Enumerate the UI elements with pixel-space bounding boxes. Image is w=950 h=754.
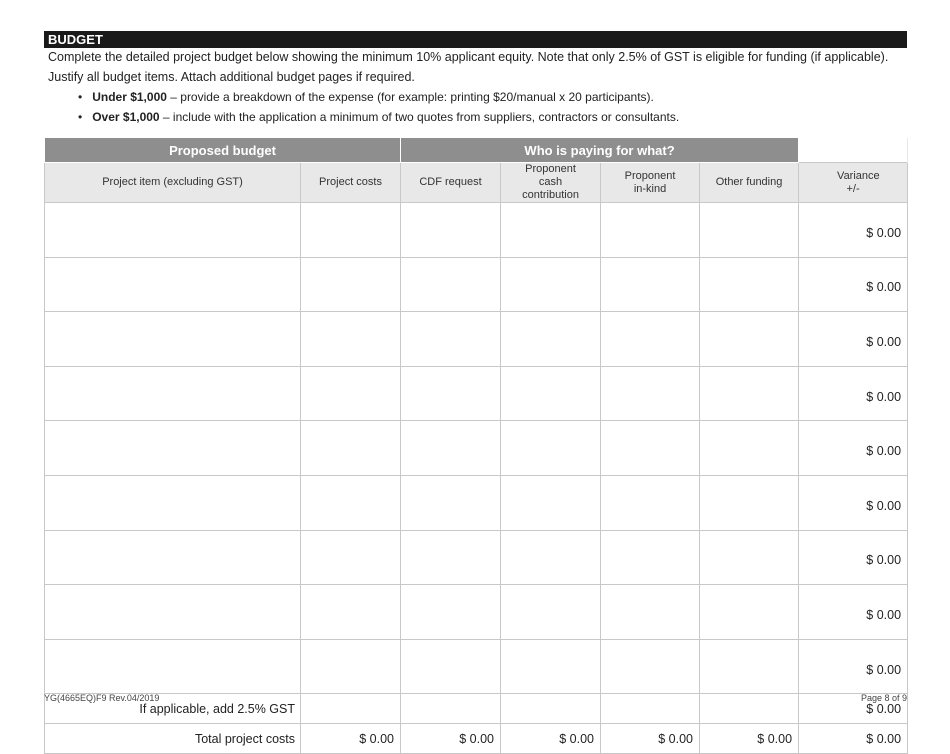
other-funding-input[interactable] [700, 203, 799, 258]
total-cdf: $ 0.00 [401, 724, 501, 754]
row-variance: $ 0.00 [799, 585, 908, 640]
in-kind-input[interactable] [601, 366, 700, 421]
table-row [45, 203, 908, 258]
row-variance: $ 0.00 [799, 475, 908, 530]
bullet-bold: Under $1,000 [92, 90, 167, 104]
row-variance: $ 0.00 [799, 639, 908, 694]
col-header: Other funding [700, 163, 799, 203]
in-kind-input[interactable] [601, 312, 700, 367]
gst-cash-input[interactable] [501, 694, 601, 724]
intro-text: Complete the detailed project budget below showing the minimum 10% applicant equity. Note that only 2.5% of GST is eligible for funding (if applicable). [48, 50, 889, 64]
project-costs-input[interactable] [301, 639, 401, 694]
table-row [45, 530, 908, 585]
item-input[interactable] [45, 475, 301, 530]
cash-contribution-input[interactable] [501, 639, 601, 694]
page-number: Page 8 of 9 [860, 693, 907, 703]
table-row [45, 585, 908, 640]
cdf-request-input[interactable] [401, 312, 501, 367]
table-row [45, 475, 908, 530]
bullet-text: – include with the application a minimum of two quotes from suppliers, contractors or consultants. [159, 110, 680, 124]
total-cash: $ 0.00 [501, 724, 601, 754]
col-header: Project costs [301, 163, 401, 203]
row-variance: $ 0.00 [799, 421, 908, 476]
group-header-proposed: Proposed budget [45, 138, 401, 163]
row-variance: $ 0.00 [799, 203, 908, 258]
cdf-request-input[interactable] [401, 475, 501, 530]
item-input[interactable] [45, 530, 301, 585]
other-funding-input[interactable] [700, 585, 799, 640]
other-funding-input[interactable] [700, 257, 799, 312]
row-variance: $ 0.00 [799, 257, 908, 312]
cdf-request-input[interactable] [401, 421, 501, 476]
row-variance: $ 0.00 [799, 530, 908, 585]
bullet-bold: Over $1,000 [92, 110, 160, 124]
cdf-request-input[interactable] [401, 639, 501, 694]
in-kind-input[interactable] [601, 585, 700, 640]
project-costs-input[interactable] [301, 585, 401, 640]
table-row [45, 421, 908, 476]
table-row [45, 366, 908, 421]
col-header: Proponent in-kind [601, 163, 700, 203]
in-kind-input[interactable] [601, 421, 700, 476]
budget-table [44, 137, 908, 754]
cdf-request-input[interactable] [401, 257, 501, 312]
total-project-costs: $ 0.00 [301, 724, 401, 754]
other-funding-input[interactable] [700, 366, 799, 421]
table-row [45, 257, 908, 312]
col-header: CDF request [401, 163, 501, 203]
bullet-item: • Under $1,000 – provide a breakdown of the expense (for example: printing $20/manual x 20 participants). [78, 90, 654, 104]
project-costs-input[interactable] [301, 312, 401, 367]
cdf-request-input[interactable] [401, 203, 501, 258]
cash-contribution-input[interactable] [501, 475, 601, 530]
bullet-item: • Over $1,000 – include with the application a minimum of two quotes from suppliers, contractors or consultants. [78, 110, 680, 124]
project-costs-input[interactable] [301, 366, 401, 421]
other-funding-input[interactable] [700, 421, 799, 476]
row-variance: $ 0.00 [799, 312, 908, 367]
cash-contribution-input[interactable] [501, 203, 601, 258]
form-id: YG(4665EQ)F9 Rev.04/2019 [44, 693, 160, 703]
in-kind-input[interactable] [601, 257, 700, 312]
project-costs-input[interactable] [301, 421, 401, 476]
cdf-request-input[interactable] [401, 585, 501, 640]
cdf-request-input[interactable] [401, 530, 501, 585]
total-variance: $ 0.00 [799, 724, 908, 754]
other-funding-input[interactable] [700, 639, 799, 694]
group-header-paying: Who is paying for what? [401, 138, 799, 163]
cash-contribution-input[interactable] [501, 530, 601, 585]
row-variance: $ 0.00 [799, 366, 908, 421]
in-kind-input[interactable] [601, 530, 700, 585]
item-input[interactable] [45, 203, 301, 258]
bullet-text: – provide a breakdown of the expense (for example: printing $20/manual x 20 participants). [166, 90, 654, 104]
gst-other-input[interactable] [700, 694, 799, 724]
other-funding-input[interactable] [700, 312, 799, 367]
cdf-request-input[interactable] [401, 366, 501, 421]
intro-text: Justify all budget items. Attach additional budget pages if required. [48, 70, 415, 84]
cash-contribution-input[interactable] [501, 585, 601, 640]
cash-contribution-input[interactable] [501, 366, 601, 421]
col-header: Variance +/- [799, 163, 908, 203]
section-title: BUDGET [44, 31, 907, 48]
cash-contribution-input[interactable] [501, 312, 601, 367]
gst-variance: $ 0.00 [799, 694, 908, 724]
in-kind-input[interactable] [601, 203, 700, 258]
gst-project-costs-input[interactable] [301, 694, 401, 724]
item-input[interactable] [45, 421, 301, 476]
other-funding-input[interactable] [700, 530, 799, 585]
gst-label: If applicable, add 2.5% GST [45, 694, 301, 724]
total-inkind: $ 0.00 [601, 724, 700, 754]
item-input[interactable] [45, 366, 301, 421]
project-costs-input[interactable] [301, 530, 401, 585]
item-input[interactable] [45, 585, 301, 640]
item-input[interactable] [45, 257, 301, 312]
project-costs-input[interactable] [301, 257, 401, 312]
cash-contribution-input[interactable] [501, 421, 601, 476]
in-kind-input[interactable] [601, 639, 700, 694]
project-costs-input[interactable] [301, 475, 401, 530]
other-funding-input[interactable] [700, 475, 799, 530]
table-row [45, 312, 908, 367]
total-other: $ 0.00 [700, 724, 799, 754]
col-header: Proponent cash contribution [501, 163, 601, 203]
blank-cell [799, 138, 908, 163]
item-input[interactable] [45, 639, 301, 694]
col-header: Project item (excluding GST) [45, 163, 301, 203]
total-label: Total project costs [45, 724, 301, 754]
table-row [45, 639, 908, 694]
in-kind-input[interactable] [601, 475, 700, 530]
item-input[interactable] [45, 312, 301, 367]
gst-inkind-input[interactable] [601, 694, 700, 724]
project-costs-input[interactable] [301, 203, 401, 258]
gst-cdf-input[interactable] [401, 694, 501, 724]
cash-contribution-input[interactable] [501, 257, 601, 312]
